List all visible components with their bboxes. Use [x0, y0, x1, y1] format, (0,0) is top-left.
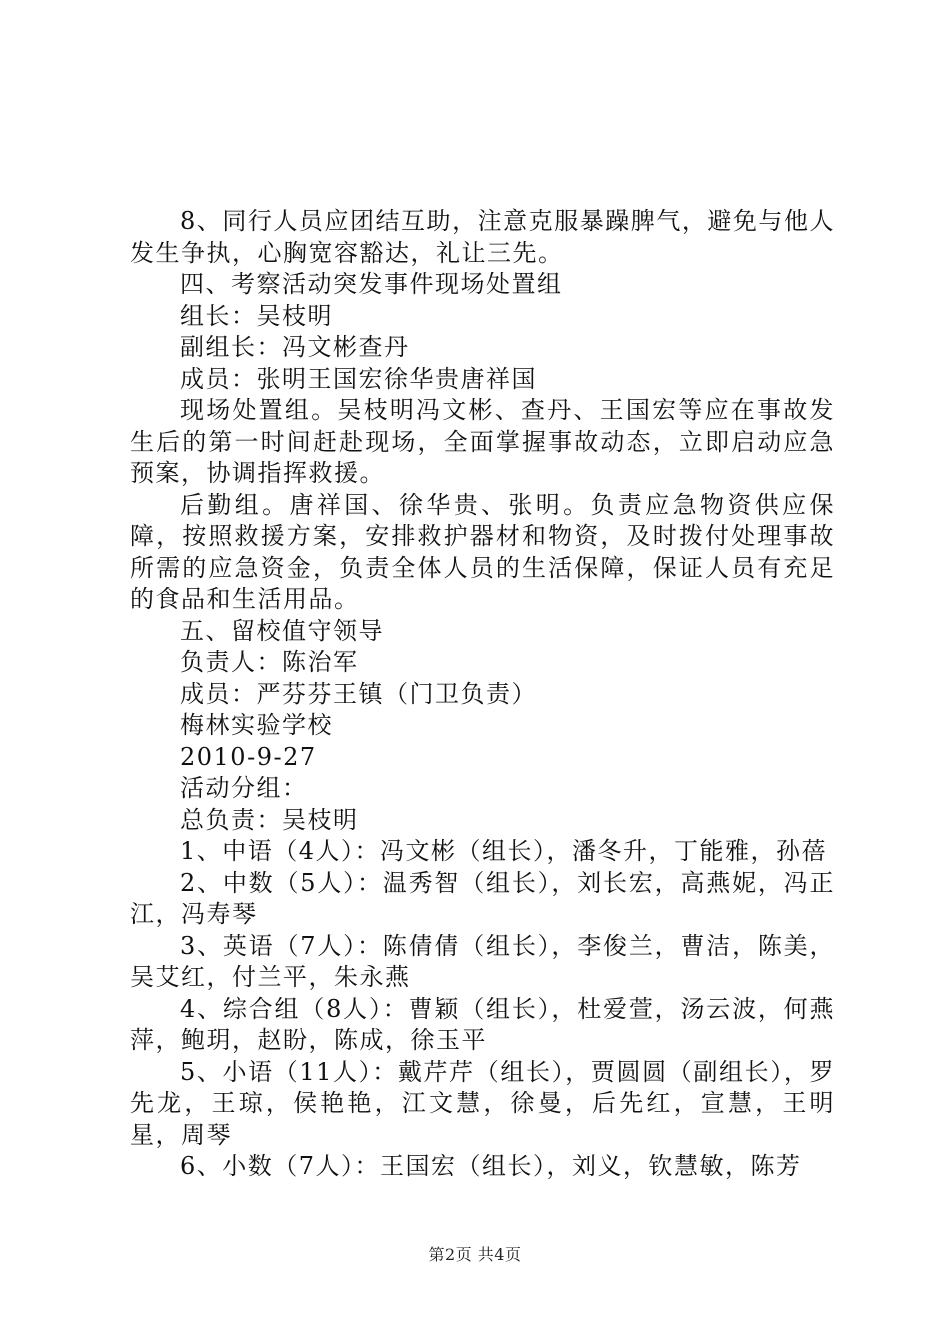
group-item-6: 6、小数（7人）：王国宏（组长），刘义，钦慧敏，陈芳	[180, 1152, 802, 1180]
on-duty-leader-line: 负责人：陈治军	[180, 648, 359, 676]
group-item-5: 5、小语（11人）：戴芹芹（组长），贾圆圆（副组长），罗先龙，王琼，侯艳艳，江文慧，徐曼，后先红，宣慧，王明星，周琴	[130, 1057, 835, 1149]
group-item-1: 1、中语（4人）：冯文彬（组长），潘冬升，丁能雅，孙蓓	[180, 837, 828, 865]
document-date: 2010-9-27	[180, 742, 317, 771]
paragraph-rule-8: 8、同行人员应团结互助，注意克服暴躁脾气，避免与他人发生争执，心胸宽容豁达，礼让三先。	[130, 207, 835, 267]
overall-leader-line: 总负责：吴枝明	[180, 805, 359, 834]
school-name: 梅林实验学校	[180, 711, 333, 739]
on-duty-members-line: 成员：严芬芬王镇（门卫负责）	[180, 679, 537, 708]
section-heading-incident-team: 四、考察活动突发事件现场处置组	[180, 270, 563, 298]
paragraph-logistics-team: 后勤组。唐祥国、徐华贵、张明。负责应急物资供应保障，按照救援方案，安排救护器材和物资，及时拨付处理事故所需的应急资金，负责全体人员的生活保障，保证人员有充足的食品和生活用品。	[130, 490, 835, 613]
page-footer: 第2页 共4页	[428, 1245, 522, 1264]
deputy-leader-line: 副组长：冯文彬查丹	[180, 333, 410, 361]
team-members-line: 成员：张明王国宏徐华贵唐祥国	[180, 364, 537, 393]
group-item-3: 3、英语（7人）：陈倩倩（组长），李俊兰，曹洁，陈美，吴艾红，付兰平，朱永燕	[130, 931, 835, 991]
document-body	[130, 206, 835, 1183]
paragraph-onsite-team: 现场处置组。吴枝明冯文彬、查丹、王国宏等应在事故发生后的第一时间赶赴现场，全面掌握事故动态，立即启动应急预案，协调指挥救援。	[130, 396, 835, 487]
team-leader-line: 组长：吴枝明	[180, 301, 333, 330]
group-item-4: 4、综合组（8人）：曹颖（组长），杜爱萱，汤云波，何燕萍，鲍玥，赵盼，陈成，徐玉平	[130, 994, 835, 1054]
group-item-2: 2、中数（5人）：温秀智（组长），刘长宏，高燕妮，冯正江，冯寿琴	[130, 868, 835, 928]
section-heading-on-duty: 五、留校值守领导	[180, 616, 384, 645]
groups-heading: 活动分组：	[180, 774, 308, 802]
